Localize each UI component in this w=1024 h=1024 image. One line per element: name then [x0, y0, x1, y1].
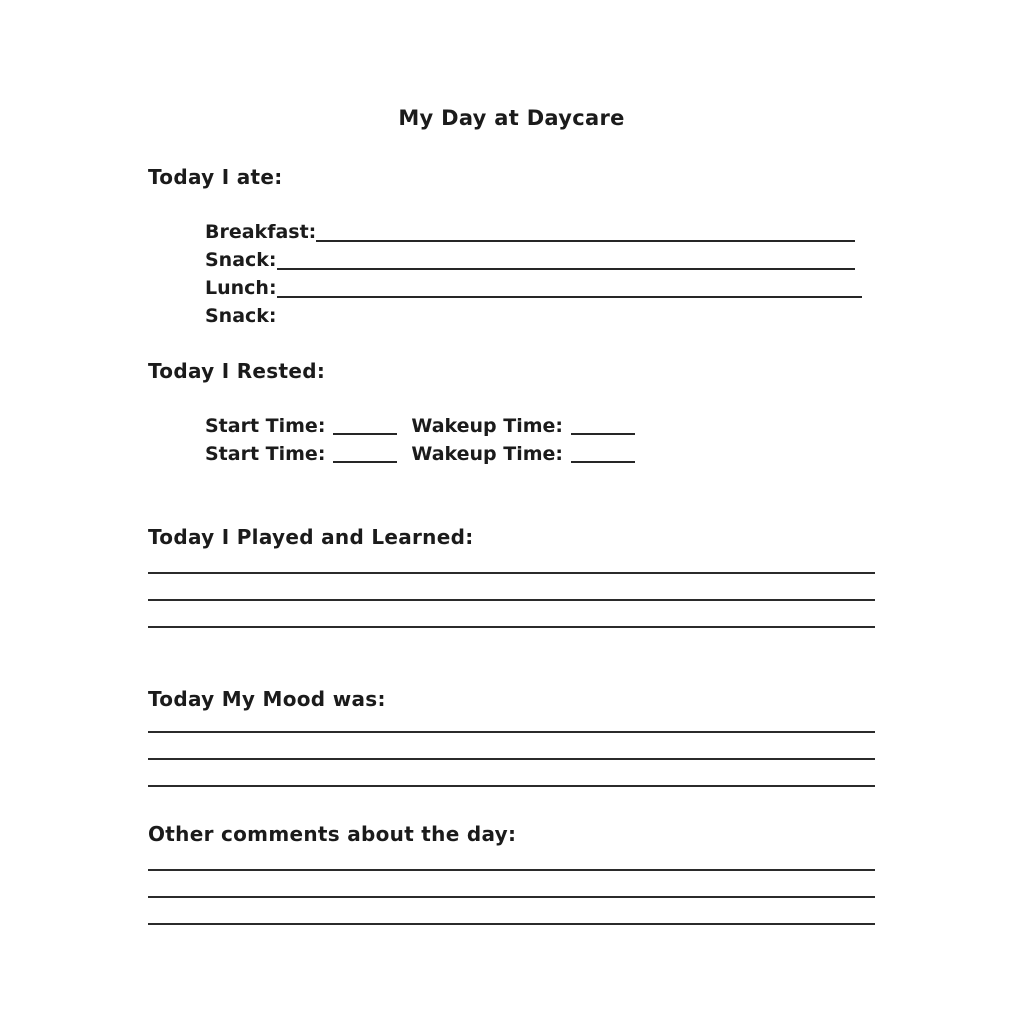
snack-am-label: Snack: [205, 249, 277, 271]
comments-writing-lines [148, 847, 875, 925]
snack-pm-row [205, 302, 855, 330]
wakeup-time-blank-1 [571, 433, 635, 435]
page-title: My Day at Daycare [398, 106, 625, 130]
mood-writing-lines [148, 712, 875, 787]
snack-am-row [205, 246, 855, 274]
lunch-fill-line [277, 274, 862, 298]
ate-heading: Today I ate: [148, 165, 283, 189]
writing-line [148, 601, 875, 628]
section-mood [148, 686, 875, 787]
start-time-blank-2 [333, 461, 397, 463]
played-writing-lines [148, 550, 875, 628]
snack-pm-label: Snack: [205, 305, 277, 327]
lunch-row [205, 274, 862, 302]
wakeup-time-blank-2 [571, 461, 635, 463]
form-content [148, 0, 875, 925]
writing-line [148, 871, 875, 898]
start-time-label-1: Start Time: [205, 415, 326, 437]
section-other-comments [148, 821, 875, 925]
lunch-label: Lunch: [205, 277, 277, 299]
writing-line [148, 760, 875, 787]
writing-line [148, 733, 875, 760]
breakfast-fill-line [316, 218, 855, 242]
breakfast-label: Breakfast: [205, 221, 317, 243]
writing-line [148, 847, 875, 871]
writing-line [148, 898, 875, 925]
comments-heading: Other comments about the day: [148, 822, 517, 846]
played-heading: Today I Played and Learned: [148, 525, 474, 549]
writing-line [148, 550, 875, 574]
rested-heading: Today I Rested: [148, 359, 326, 383]
writing-line [148, 712, 875, 733]
meal-rows [205, 218, 875, 330]
section-today-i-ate [148, 164, 875, 330]
start-time-label-2: Start Time: [205, 443, 326, 465]
snack-am-fill-line [277, 246, 855, 270]
rest-row-2 [205, 440, 875, 468]
wakeup-time-label-1: Wakeup Time: [411, 415, 564, 437]
section-today-i-rested [148, 358, 875, 468]
breakfast-row [205, 218, 855, 246]
section-played-and-learned [148, 524, 875, 628]
writing-line [148, 574, 875, 601]
mood-heading: Today My Mood was: [148, 687, 386, 711]
rest-row-1 [205, 412, 875, 440]
rest-rows [205, 412, 875, 468]
wakeup-time-label-2: Wakeup Time: [411, 443, 564, 465]
start-time-blank-1 [333, 433, 397, 435]
